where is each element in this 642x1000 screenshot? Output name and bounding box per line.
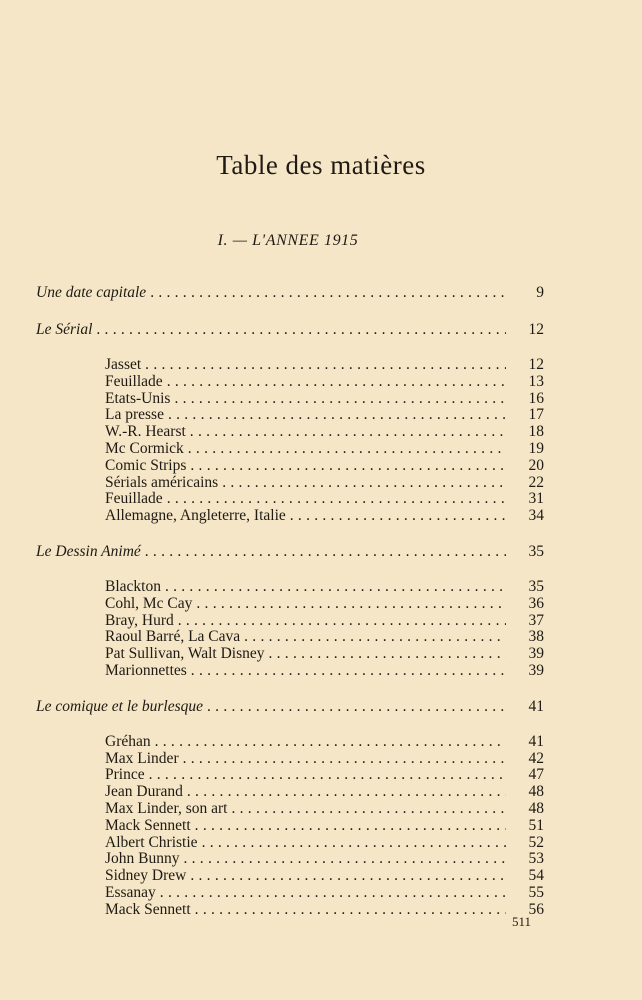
toc-subentry-page: 37 [528, 611, 544, 629]
toc-subentry [36, 868, 544, 885]
toc-subentry-label: Cohl, Mc Cay [105, 594, 193, 612]
toc-subentry [36, 508, 544, 525]
toc-section [36, 320, 544, 525]
toc-subentry [36, 391, 544, 408]
toc-subentry-page: 41 [528, 732, 544, 750]
toc-subentry-page: 42 [528, 749, 544, 767]
toc-subentry-page: 51 [528, 816, 544, 834]
toc-chapter-title: Le Sérial [36, 321, 93, 338]
toc-subentry-page: 47 [528, 766, 544, 784]
dot-leader [222, 475, 506, 492]
dot-leader [290, 508, 506, 525]
toc-chapter-title: Le Dessin Animé [36, 542, 141, 560]
toc-subentry-page: 20 [528, 456, 544, 474]
toc-subentry [36, 441, 544, 458]
toc-subentry [36, 784, 544, 801]
toc-section [36, 283, 544, 303]
toc-subentry-page: 39 [528, 645, 544, 663]
toc-section [36, 697, 544, 919]
toc-subentry [36, 357, 544, 374]
dot-leader [187, 784, 506, 801]
toc-subentry [36, 458, 544, 475]
dot-leader [202, 835, 506, 852]
toc-subentry-page: 12 [528, 356, 544, 373]
toc-subentry-page: 54 [528, 867, 544, 885]
toc-subentry-label: Etats-Unis [105, 389, 171, 407]
dot-leader [178, 613, 506, 630]
toc-subentry-page: 17 [528, 406, 544, 424]
toc-subentry [36, 424, 544, 441]
toc-subentry-page: 19 [528, 439, 544, 457]
toc-subentry-label: Sérials américains [105, 473, 219, 491]
dot-leader [174, 391, 506, 408]
toc-subentry-page: 48 [528, 799, 544, 817]
dot-leader [232, 801, 507, 818]
toc-subentry-label: Feuillade [105, 372, 163, 390]
toc-subentry-label: John Bunny [105, 850, 180, 868]
toc-subentry-label: Albert Christie [105, 833, 198, 851]
toc-subentry-label: Gréhan [105, 732, 151, 750]
toc-chapter-entry [36, 320, 544, 340]
dot-leader [145, 542, 506, 562]
toc-chapter-page: 41 [528, 697, 544, 715]
dot-leader [244, 629, 506, 646]
toc-subentry-label: Essanay [105, 883, 156, 901]
dot-leader [195, 818, 506, 835]
toc-subentry [36, 902, 544, 919]
toc-subentry [36, 374, 544, 391]
toc-subentry [36, 663, 544, 680]
dot-leader [145, 357, 506, 374]
toc-subentry-label: Bray, Hurd [105, 611, 174, 629]
toc-subentry [36, 885, 544, 902]
dot-leader [183, 751, 506, 768]
toc-subentry-label: Mack Sennett [105, 900, 191, 918]
toc-subentry [36, 613, 544, 630]
toc-chapter-title: Le comique et le burlesque [36, 697, 204, 715]
toc-subentry-page: 52 [528, 833, 544, 851]
toc-subentry-label: Allemagne, Angleterre, Italie [105, 507, 286, 525]
toc-subentry-label: Sidney Drew [105, 867, 187, 885]
toc-subentry-page: 48 [528, 783, 544, 801]
dot-leader [160, 885, 506, 902]
toc-subentry-page: 36 [528, 594, 544, 612]
dot-leader [188, 441, 506, 458]
toc-section [36, 542, 544, 680]
toc-subentry-page: 16 [528, 389, 544, 407]
dot-leader [190, 868, 506, 885]
table-of-contents [36, 283, 544, 936]
toc-subentry [36, 734, 544, 751]
toc-subentry-page: 22 [528, 473, 544, 491]
toc-subentry-label: Raoul Barré, La Cava [105, 628, 241, 646]
toc-subentry-label: Mc Cormick [105, 439, 184, 457]
toc-subentry-page: 13 [528, 372, 544, 390]
dot-leader [150, 283, 506, 303]
toc-subentry-page: 39 [528, 661, 544, 679]
toc-subentry-page: 18 [528, 423, 544, 441]
toc-subentry [36, 751, 544, 768]
toc-chapter-page: 35 [528, 542, 544, 560]
toc-subentry-page: 56 [528, 900, 544, 918]
dot-leader [184, 851, 507, 868]
toc-subentry-label: Max Linder [105, 749, 179, 767]
toc-subentry-label: Feuillade [105, 490, 163, 508]
toc-subentry-label: Prince [105, 766, 145, 784]
toc-chapter-entry [36, 697, 544, 717]
toc-subentry [36, 629, 544, 646]
toc-subentry-page: 34 [528, 507, 544, 525]
toc-subentry [36, 835, 544, 852]
dot-leader [191, 663, 506, 680]
toc-subentry [36, 767, 544, 784]
toc-subentry-label: Marionnettes [105, 661, 187, 679]
page-number: 511 [512, 914, 532, 929]
toc-subentry-page: 53 [528, 850, 544, 868]
page-title: Table des matières [216, 150, 426, 180]
toc-subentry-label: Comic Strips [105, 456, 187, 474]
toc-chapter-entry [36, 542, 544, 562]
dot-leader [207, 697, 506, 717]
toc-chapter-page: 12 [528, 321, 544, 338]
toc-subentry-label: Mack Sennett [105, 816, 191, 834]
toc-subentry [36, 801, 544, 818]
toc-subentry-label: Jasset [105, 356, 142, 373]
toc-subentry [36, 491, 544, 508]
toc-chapter-page: 9 [536, 284, 544, 301]
toc-subentry-label: Pat Sullivan, Walt Disney [105, 645, 265, 663]
toc-subentry [36, 407, 544, 424]
toc-subentry-page: 31 [528, 490, 544, 508]
toc-subentry-page: 55 [528, 883, 544, 901]
toc-subentry [36, 579, 544, 596]
dot-leader [196, 596, 506, 613]
toc-subentry-label: W.-R. Hearst [105, 423, 186, 441]
dot-leader [195, 902, 506, 919]
dot-leader [96, 320, 506, 340]
dot-leader [165, 579, 506, 596]
toc-chapter-entry [36, 283, 544, 303]
dot-leader [269, 646, 507, 663]
dot-leader [149, 767, 506, 784]
toc-subentry [36, 851, 544, 868]
dot-leader [168, 407, 506, 424]
toc-subentry-label: La presse [105, 406, 164, 424]
toc-subentry [36, 646, 544, 663]
toc-subentry-label: Max Linder, son art [105, 799, 228, 817]
toc-subentry-label: Blackton [105, 577, 161, 595]
dot-leader [155, 734, 506, 751]
toc-subentry-label: Jean Durand [105, 783, 183, 801]
toc-subentry [36, 475, 544, 492]
toc-subentry-page: 35 [528, 577, 544, 595]
toc-subentry [36, 818, 544, 835]
dot-leader [167, 374, 506, 391]
toc-chapter-title: Une date capitale [36, 284, 147, 301]
dot-leader [167, 491, 506, 508]
dot-leader [190, 424, 506, 441]
toc-subentry-page: 38 [528, 628, 544, 646]
part-heading: I. — L'ANNEE 1915 [217, 232, 359, 249]
dot-leader [190, 458, 506, 475]
toc-subentry [36, 596, 544, 613]
